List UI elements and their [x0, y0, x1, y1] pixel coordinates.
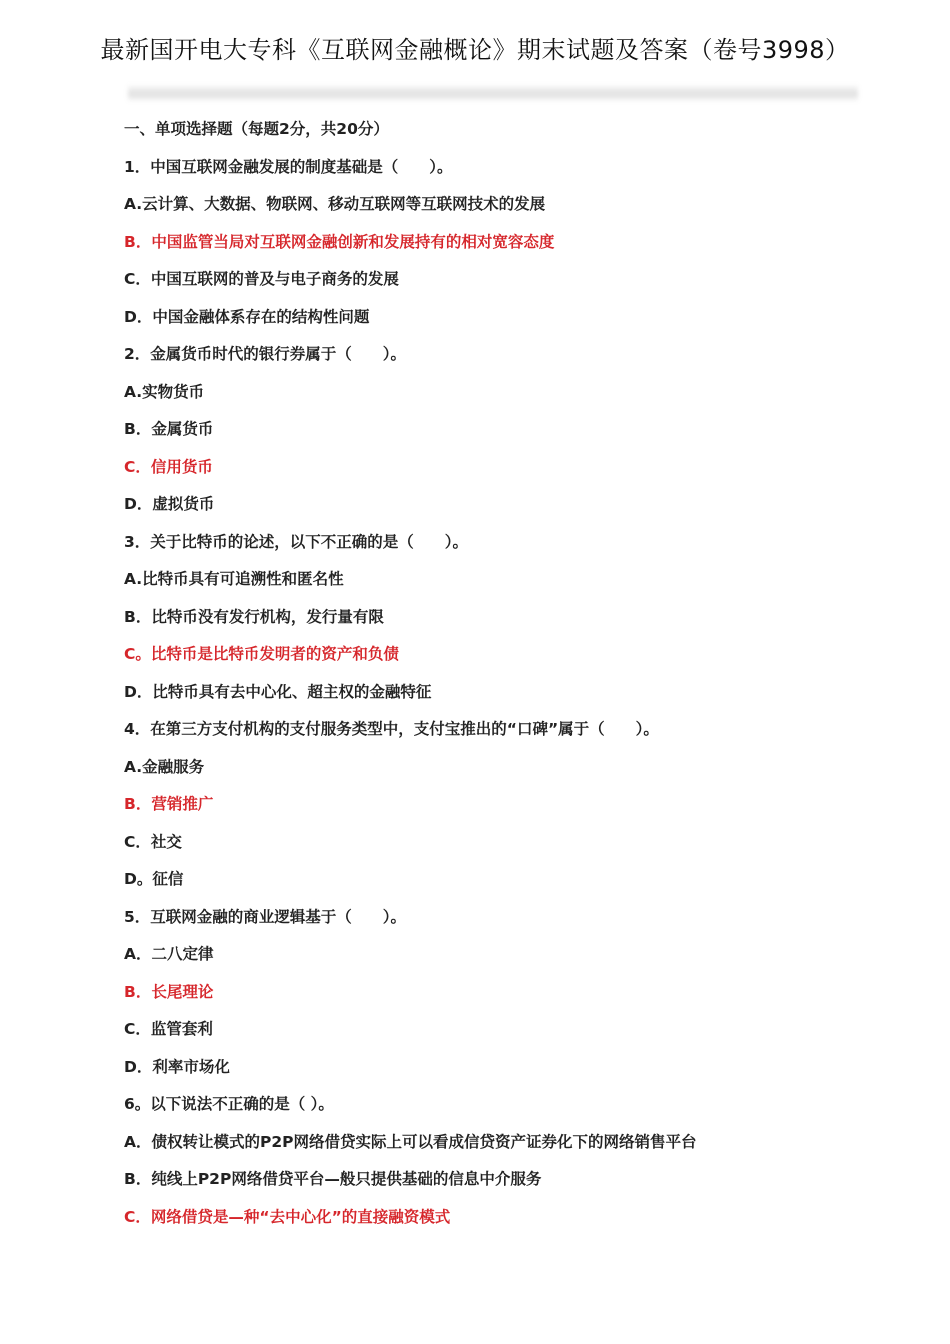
option-line: C．监管套利	[124, 1020, 213, 1038]
option-line: A．债权转让模式的P2P网络借贷实际上可以看成信贷资产证券化下的网络销售平台	[124, 1132, 697, 1151]
answer-option-line: B．长尾理论	[124, 982, 214, 1001]
option-line: D．虚拟货币	[124, 495, 215, 513]
document-title: 最新国开电大专科《互联网金融概论》期末试题及答案（卷号3998）	[100, 36, 850, 64]
option-line: D．利率市场化	[124, 1057, 230, 1076]
section-heading: 一、单项选择题（每题2分，共20分）	[124, 120, 389, 138]
scan-artifact	[128, 84, 858, 102]
option-line: B．金属货币	[124, 420, 214, 438]
option-line: B．纯线上P2P网络借贷平台—般只提供基础的信息中介服务	[124, 1170, 542, 1188]
answer-option-line: C．信用货币	[124, 457, 213, 476]
question-line: 6。以下说法不正确的是（ ）。	[124, 1095, 334, 1113]
question-list	[124, 118, 904, 1243]
option-line: C．中国互联网的普及与电子商务的发展	[124, 270, 399, 288]
option-line: D．中国金融体系存在的结构性问题	[124, 307, 370, 326]
option-line: D。征信	[124, 870, 184, 888]
question-line: 2．金属货币时代的银行券属于（ ）。	[124, 345, 407, 363]
option-line: D．比特币具有去中心化、超主权的金融特征	[124, 682, 432, 701]
option-line: A.云计算、大数据、物联网、移动互联网等互联网技术的发展	[124, 195, 546, 213]
question-line: 5．互联网金融的商业逻辑基于（ ）。	[124, 907, 407, 926]
answer-option-line: B．中国监管当局对互联网金融创新和发展持有的相对宽容态度	[124, 232, 555, 251]
option-line: A.金融服务	[124, 757, 205, 776]
option-line: B．比特币没有发行机构，发行量有限	[124, 607, 384, 626]
question-line: 3．关于比特币的论述，以下不正确的是（ ）。	[124, 532, 469, 551]
option-line: A．二八定律	[124, 945, 214, 963]
option-line: C．社交	[124, 832, 182, 851]
option-line: A.实物货币	[124, 382, 205, 401]
answer-option-line: C。比特币是比特币发明者的资产和负债	[124, 645, 399, 663]
question-line: 4．在第三方支付机构的支付服务类型中，支付宝推出的“口碑”属于（ ）。	[124, 720, 659, 738]
option-line: A.比特币具有可追溯性和匿名性	[124, 570, 344, 588]
question-line: 1．中国互联网金融发展的制度基础是（ ）。	[124, 157, 453, 176]
answer-option-line: B．营销推广	[124, 795, 214, 813]
answer-option-line: C．网络借贷是—种“去中心化”的直接融资模式	[124, 1207, 451, 1226]
